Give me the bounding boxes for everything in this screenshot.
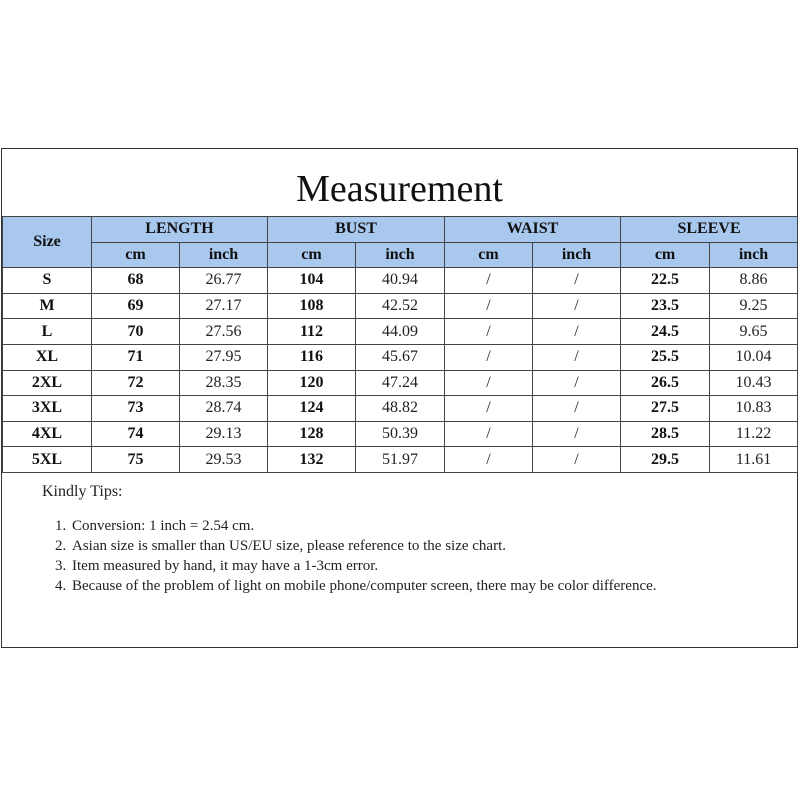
sleeve-cm-cell: 25.5 (621, 344, 710, 370)
size-chart-frame (1, 148, 798, 648)
length-cm-cell: 69 (92, 293, 180, 319)
unit-header: cm (92, 242, 180, 268)
unit-header: cm (268, 242, 356, 268)
sleeve-inch-cell: 10.83 (710, 396, 798, 422)
unit-header: inch (356, 242, 445, 268)
unit-header: cm (445, 242, 533, 268)
sleeve-cm-cell: 23.5 (621, 293, 710, 319)
length-cm-cell: 68 (92, 268, 180, 294)
bust-cm-cell: 116 (268, 344, 356, 370)
waist-cm-cell: / (445, 447, 533, 473)
tip-item: 4. Because of the problem of light on mobile phone/computer screen, there may be color difference. (70, 576, 742, 596)
size-cell: 3XL (3, 396, 92, 422)
sleeve-inch-cell: 8.86 (710, 268, 798, 294)
bust-inch-cell: 40.94 (356, 268, 445, 294)
waist-cm-cell: / (445, 396, 533, 422)
size-cell: 5XL (3, 447, 92, 473)
length-inch-cell: 28.74 (180, 396, 268, 422)
header-row-units (3, 242, 798, 268)
table-row (3, 344, 798, 370)
sleeve-inch-cell: 11.22 (710, 421, 798, 447)
sleeve-inch-cell: 10.43 (710, 370, 798, 396)
unit-header: cm (621, 242, 710, 268)
sleeve-inch-cell: 9.25 (710, 293, 798, 319)
waist-cm-cell: / (445, 319, 533, 345)
size-table (2, 216, 798, 473)
size-cell: XL (3, 344, 92, 370)
sleeve-inch-cell: 10.04 (710, 344, 798, 370)
header-waist: WAIST (445, 217, 621, 243)
bust-cm-cell: 132 (268, 447, 356, 473)
length-inch-cell: 28.35 (180, 370, 268, 396)
length-cm-cell: 73 (92, 396, 180, 422)
length-cm-cell: 75 (92, 447, 180, 473)
length-inch-cell: 27.56 (180, 319, 268, 345)
table-row (3, 396, 798, 422)
size-cell: 2XL (3, 370, 92, 396)
size-cell: 4XL (3, 421, 92, 447)
bust-cm-cell: 112 (268, 319, 356, 345)
sleeve-inch-cell: 9.65 (710, 319, 798, 345)
waist-inch-cell: / (533, 344, 621, 370)
table-row (3, 293, 798, 319)
length-inch-cell: 29.13 (180, 421, 268, 447)
bust-inch-cell: 51.97 (356, 447, 445, 473)
waist-cm-cell: / (445, 344, 533, 370)
length-inch-cell: 26.77 (180, 268, 268, 294)
sleeve-cm-cell: 24.5 (621, 319, 710, 345)
waist-cm-cell: / (445, 421, 533, 447)
table-row (3, 268, 798, 294)
length-cm-cell: 72 (92, 370, 180, 396)
waist-cm-cell: / (445, 370, 533, 396)
chart-title: Measurement (296, 168, 503, 210)
table-row (3, 421, 798, 447)
unit-header: inch (533, 242, 621, 268)
bust-cm-cell: 124 (268, 396, 356, 422)
bust-cm-cell: 104 (268, 268, 356, 294)
header-row-groups (3, 217, 798, 243)
waist-cm-cell: / (445, 268, 533, 294)
sleeve-cm-cell: 29.5 (621, 447, 710, 473)
waist-cm-cell: / (445, 293, 533, 319)
bust-inch-cell: 44.09 (356, 319, 445, 345)
waist-inch-cell: / (533, 319, 621, 345)
waist-inch-cell: / (533, 268, 621, 294)
sleeve-cm-cell: 22.5 (621, 268, 710, 294)
waist-inch-cell: / (533, 447, 621, 473)
unit-header: inch (710, 242, 798, 268)
table-row (3, 447, 798, 473)
sleeve-cm-cell: 28.5 (621, 421, 710, 447)
length-cm-cell: 74 (92, 421, 180, 447)
unit-header: inch (180, 242, 268, 268)
length-cm-cell: 70 (92, 319, 180, 345)
header-size: Size (3, 217, 92, 268)
bust-cm-cell: 120 (268, 370, 356, 396)
waist-inch-cell: / (533, 293, 621, 319)
sleeve-cm-cell: 27.5 (621, 396, 710, 422)
tip-item: 1. Conversion: 1 inch = 2.54 cm. (70, 516, 742, 536)
tip-item: 3. Item measured by hand, it may have a 1-3cm error. (70, 556, 742, 576)
length-inch-cell: 27.95 (180, 344, 268, 370)
tip-item: 2. Asian size is smaller than US/EU size, please reference to the size chart. (70, 536, 742, 556)
kindly-tips (42, 482, 742, 596)
sleeve-inch-cell: 11.61 (710, 447, 798, 473)
tips-list (42, 516, 742, 596)
bust-inch-cell: 42.52 (356, 293, 445, 319)
waist-inch-cell: / (533, 396, 621, 422)
length-cm-cell: 71 (92, 344, 180, 370)
bust-inch-cell: 48.82 (356, 396, 445, 422)
length-inch-cell: 29.53 (180, 447, 268, 473)
size-cell: L (3, 319, 92, 345)
size-cell: M (3, 293, 92, 319)
sleeve-cm-cell: 26.5 (621, 370, 710, 396)
size-cell: S (3, 268, 92, 294)
length-inch-cell: 27.17 (180, 293, 268, 319)
bust-inch-cell: 45.67 (356, 344, 445, 370)
table-row (3, 370, 798, 396)
bust-cm-cell: 108 (268, 293, 356, 319)
header-length: LENGTH (92, 217, 268, 243)
waist-inch-cell: / (533, 421, 621, 447)
tips-heading: Kindly Tips: (42, 483, 123, 500)
header-bust: BUST (268, 217, 445, 243)
table-row (3, 319, 798, 345)
bust-cm-cell: 128 (268, 421, 356, 447)
header-sleeve: SLEEVE (621, 217, 798, 243)
bust-inch-cell: 47.24 (356, 370, 445, 396)
bust-inch-cell: 50.39 (356, 421, 445, 447)
waist-inch-cell: / (533, 370, 621, 396)
